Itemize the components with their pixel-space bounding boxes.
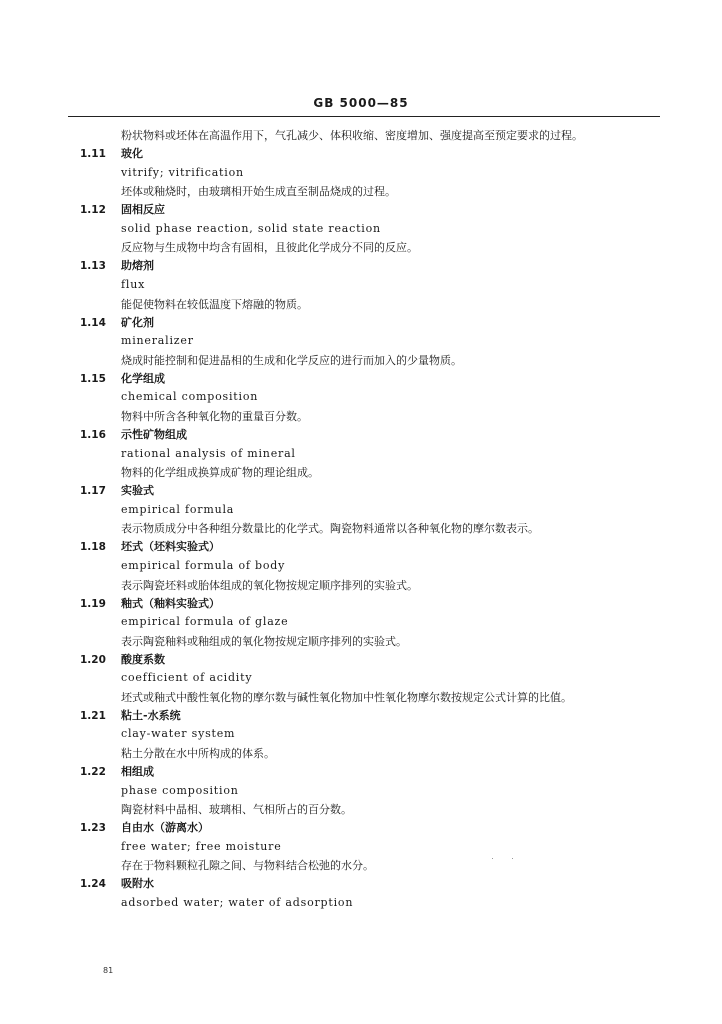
term-number: 1.11 <box>80 148 106 160</box>
term-number: 1.18 <box>80 541 106 554</box>
term-english-row <box>0 445 722 464</box>
term-heading-row <box>0 145 722 164</box>
term-definition: 能促使物料在较低温度下熔融的物质。 <box>121 297 308 311</box>
term-chinese: 相组成 <box>121 765 154 779</box>
term-english: adsorbed water; water of adsorption <box>121 896 354 910</box>
term-heading-row <box>0 314 722 333</box>
term-number: 1.22 <box>80 766 106 779</box>
term-entry <box>0 482 722 538</box>
term-heading-row <box>0 370 722 389</box>
scan-speck <box>492 858 493 859</box>
term-english: free water; free moisture <box>121 839 282 853</box>
term-english: phase composition <box>121 783 239 797</box>
term-chinese: 自由水（游离水） <box>121 821 209 835</box>
term-english: flux <box>121 277 146 291</box>
term-heading-row <box>0 763 722 782</box>
term-entry <box>0 314 722 370</box>
page-number: 81 <box>103 966 114 975</box>
term-entry <box>0 257 722 313</box>
term-english-row <box>0 220 722 239</box>
term-definition: 物料的化学组成换算成矿物的理论组成。 <box>121 466 319 480</box>
term-chinese: 化学组成 <box>121 371 165 385</box>
term-number: 1.20 <box>80 653 106 666</box>
term-english-row <box>0 838 722 857</box>
term-english-row <box>0 501 722 520</box>
term-english: empirical formula of glaze <box>121 615 289 629</box>
term-chinese: 矿化剂 <box>121 315 154 329</box>
term-chinese: 釉式（釉料实验式） <box>121 596 220 610</box>
term-definition: 表示陶瓷釉料或釉组成的氧化物按规定顺序排列的实验式。 <box>121 634 407 648</box>
term-definition: 烧成时能控制和促进晶相的生成和化学反应的进行而加入的少量物质。 <box>121 353 462 367</box>
term-definition: 反应物与生成物中均含有固相，且彼此化学成分不同的反应。 <box>121 241 418 255</box>
term-entry <box>0 201 722 257</box>
term-english-row <box>0 164 722 183</box>
term-english: vitrify; vitrification <box>121 165 244 179</box>
term-entry <box>0 370 722 426</box>
term-chinese: 吸附水 <box>121 877 154 891</box>
term-chinese: 粘土-水系统 <box>121 708 181 722</box>
continuation-definition: 粉状物料或坯体在高温作用下，气孔减少、体积收缩、密度增加、强度提高至预定要求的过程。 <box>121 129 583 142</box>
term-english: chemical composition <box>121 390 259 404</box>
term-definition: 坯式或釉式中酸性氧化物的摩尔数与碱性氧化物加中性氧化物摩尔数按规定公式计算的比值。 <box>121 690 572 704</box>
term-number: 1.24 <box>80 878 106 891</box>
terms-list <box>0 126 722 913</box>
term-number: 1.23 <box>80 822 106 835</box>
term-definition: 陶瓷材料中晶相、玻璃相、气相所占的百分数。 <box>121 803 352 817</box>
term-heading-row <box>0 707 722 726</box>
term-chinese: 助熔剂 <box>121 259 154 273</box>
term-entry <box>0 875 722 912</box>
term-english: coefficient of acidity <box>121 671 253 685</box>
term-heading-row <box>0 595 722 614</box>
term-english: clay-water system <box>121 727 236 741</box>
term-chinese: 固相反应 <box>121 203 165 217</box>
term-chinese: 示性矿物组成 <box>121 427 187 441</box>
term-entry <box>0 763 722 819</box>
term-number: 1.15 <box>80 372 106 385</box>
term-chinese: 酸度系数 <box>121 652 165 666</box>
term-number: 1.16 <box>80 428 106 441</box>
term-number: 1.19 <box>80 597 106 610</box>
term-english-row <box>0 332 722 351</box>
scan-speck <box>512 858 513 859</box>
term-definition: 坯体或釉烧时，由玻璃相开始生成直至制品烧成的过程。 <box>121 185 396 199</box>
term-english-row <box>0 276 722 295</box>
term-english: rational analysis of mineral <box>121 446 296 460</box>
term-english-row <box>0 725 722 744</box>
term-entry <box>0 145 722 201</box>
term-english-row <box>0 782 722 801</box>
term-entry <box>0 595 722 651</box>
term-entry <box>0 819 722 875</box>
term-heading-row <box>0 426 722 445</box>
header-rule <box>68 116 660 117</box>
term-heading-row <box>0 651 722 670</box>
term-number: 1.12 <box>80 204 106 217</box>
term-english-row <box>0 388 722 407</box>
term-definition: 物料中所含各种氧化物的重量百分数。 <box>121 409 308 423</box>
term-english: solid phase reaction, solid state reaction <box>121 221 381 235</box>
term-entry <box>0 707 722 763</box>
term-english: mineralizer <box>121 334 194 348</box>
term-english-row <box>0 613 722 632</box>
page-header-title: GB 5000—85 <box>313 96 409 110</box>
term-entry <box>0 426 722 482</box>
term-number: 1.14 <box>80 316 106 329</box>
term-entry <box>0 538 722 594</box>
term-english-row <box>0 557 722 576</box>
term-english: empirical formula <box>121 502 235 516</box>
term-number: 1.13 <box>80 260 106 273</box>
term-chinese: 坯式（坯料实验式） <box>121 540 220 554</box>
term-number: 1.21 <box>80 709 106 722</box>
term-chinese: 玻化 <box>121 147 143 160</box>
term-definition: 存在于物料颗粒孔隙之间、与物料结合松弛的水分。 <box>121 859 374 873</box>
term-definition: 表示陶瓷坯料或胎体组成的氧化物按规定顺序排列的实验式。 <box>121 578 418 592</box>
term-english: empirical formula of body <box>121 558 286 572</box>
term-definition: 表示物质成分中各种组分数量比的化学式。陶瓷物料通常以各种氧化物的摩尔数表示。 <box>121 522 539 536</box>
term-heading-row <box>0 201 722 220</box>
term-english-row <box>0 894 722 913</box>
term-definition: 粘土分散在水中所构成的体系。 <box>121 747 275 761</box>
term-heading-row <box>0 819 722 838</box>
term-chinese: 实验式 <box>121 484 154 498</box>
term-heading-row <box>0 875 722 894</box>
term-number: 1.17 <box>80 485 106 498</box>
term-heading-row <box>0 257 722 276</box>
term-entry <box>0 651 722 707</box>
term-english-row <box>0 669 722 688</box>
entries-container <box>0 145 722 913</box>
term-heading-row <box>0 538 722 557</box>
term-heading-row <box>0 482 722 501</box>
